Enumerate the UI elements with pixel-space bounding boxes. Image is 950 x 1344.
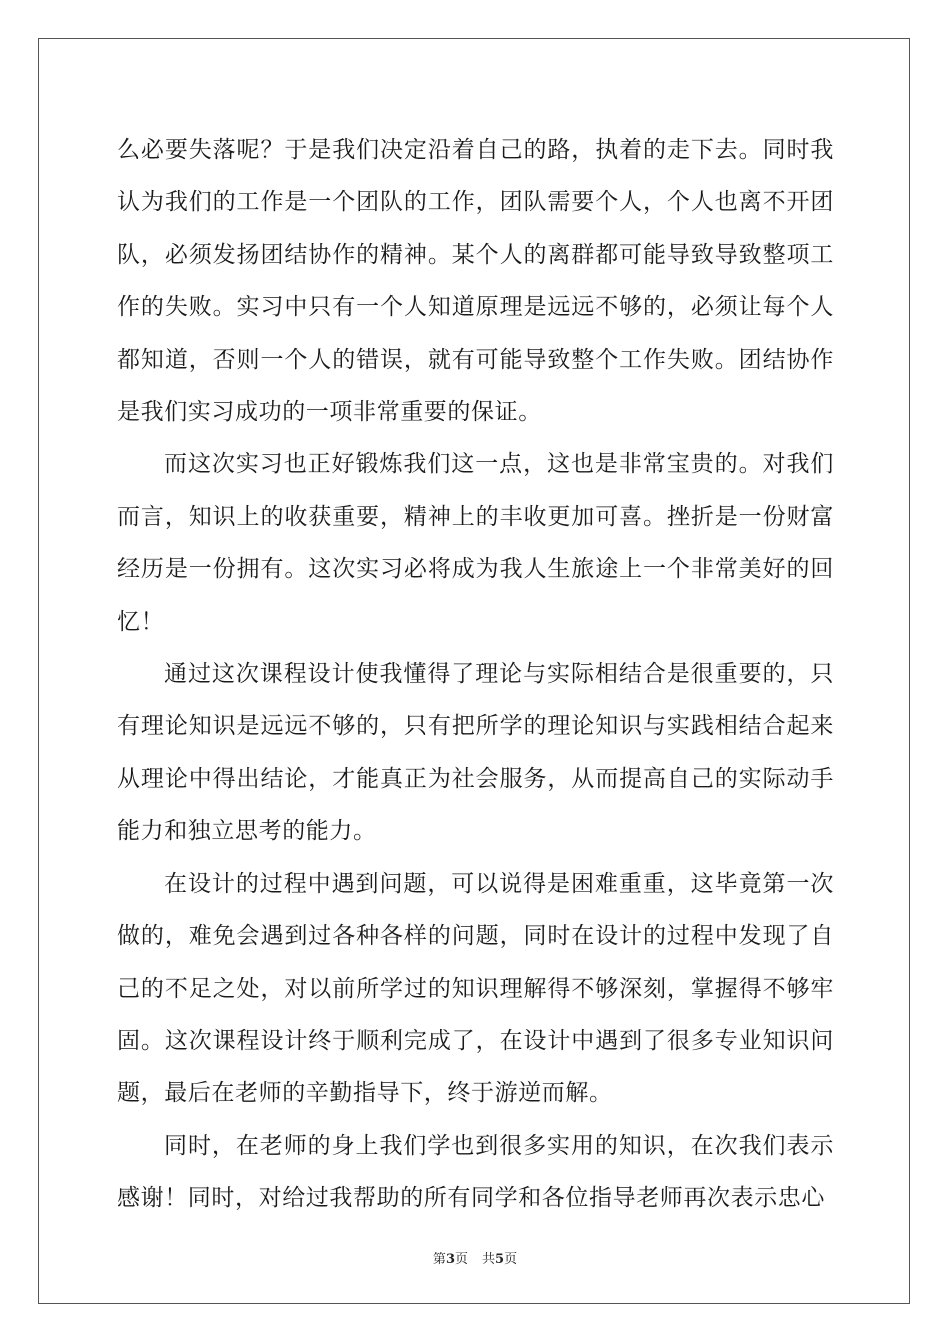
page-footer — [0, 1248, 950, 1267]
current-page-number: 3 — [445, 1252, 455, 1267]
footer-total-suffix: 页 — [504, 1252, 518, 1267]
total-pages-number: 5 — [495, 1252, 505, 1267]
footer-prefix: 第 — [432, 1252, 446, 1267]
paragraph-4: 在设计的过程中遇到问题，可以说得是困难重重，这毕竟第一次做的，难免会遇到过各种各样的问题，同时在设计的过程中发现了自己的不足之处，对以前所学过的知识理解得不够深刻，掌握得不够牢固。这次课程设计终于顺利完成了，在设计中遇到了很多专业知识问题，最后在老师的辛勤指导下，终于游逆而解。 — [117, 870, 834, 1107]
paragraph-5: 同时，在老师的身上我们学也到很多实用的知识，在次我们表示感谢！同时，对给过我帮助的所有同学和各位指导老师再次表示忠心 — [117, 1132, 834, 1212]
paragraph-2: 而这次实习也正好锻炼我们这一点，这也是非常宝贵的。对我们而言，知识上的收获重要，精神上的丰收更加可喜。挫折是一份财富经历是一份拥有。这次实习必将成为我人生旅途上一个非常美好的回忆！ — [117, 451, 834, 635]
paragraph-1: 么必要失落呢？于是我们决定沿着自己的路，执着的走下去。同时我认为我们的工作是一个团队的工作，团队需要个人，个人也离不开团队，必须发扬团结协作的精神。某个人的离群都可能导致导致整项工作的失败。实习中只有一个人知道原理是远远不够的，必须让每个人都知道，否则一个人的错误，就有可能导致整个工作失败。团结协作是我们实习成功的一项非常重要的保证。 — [117, 137, 834, 426]
document-body — [117, 124, 834, 1225]
footer-page-suffix: 页 — [454, 1252, 468, 1267]
paragraph-3: 通过这次课程设计使我懂得了理论与实际相结合是很重要的，只有理论知识是远远不够的，只有把所学的理论知识与实践相结合起来从理论中得出结论，才能真正为社会服务，从而提高自己的实际动手能力和独立思考的能力。 — [117, 661, 834, 845]
footer-total-prefix: 共 — [482, 1252, 496, 1267]
